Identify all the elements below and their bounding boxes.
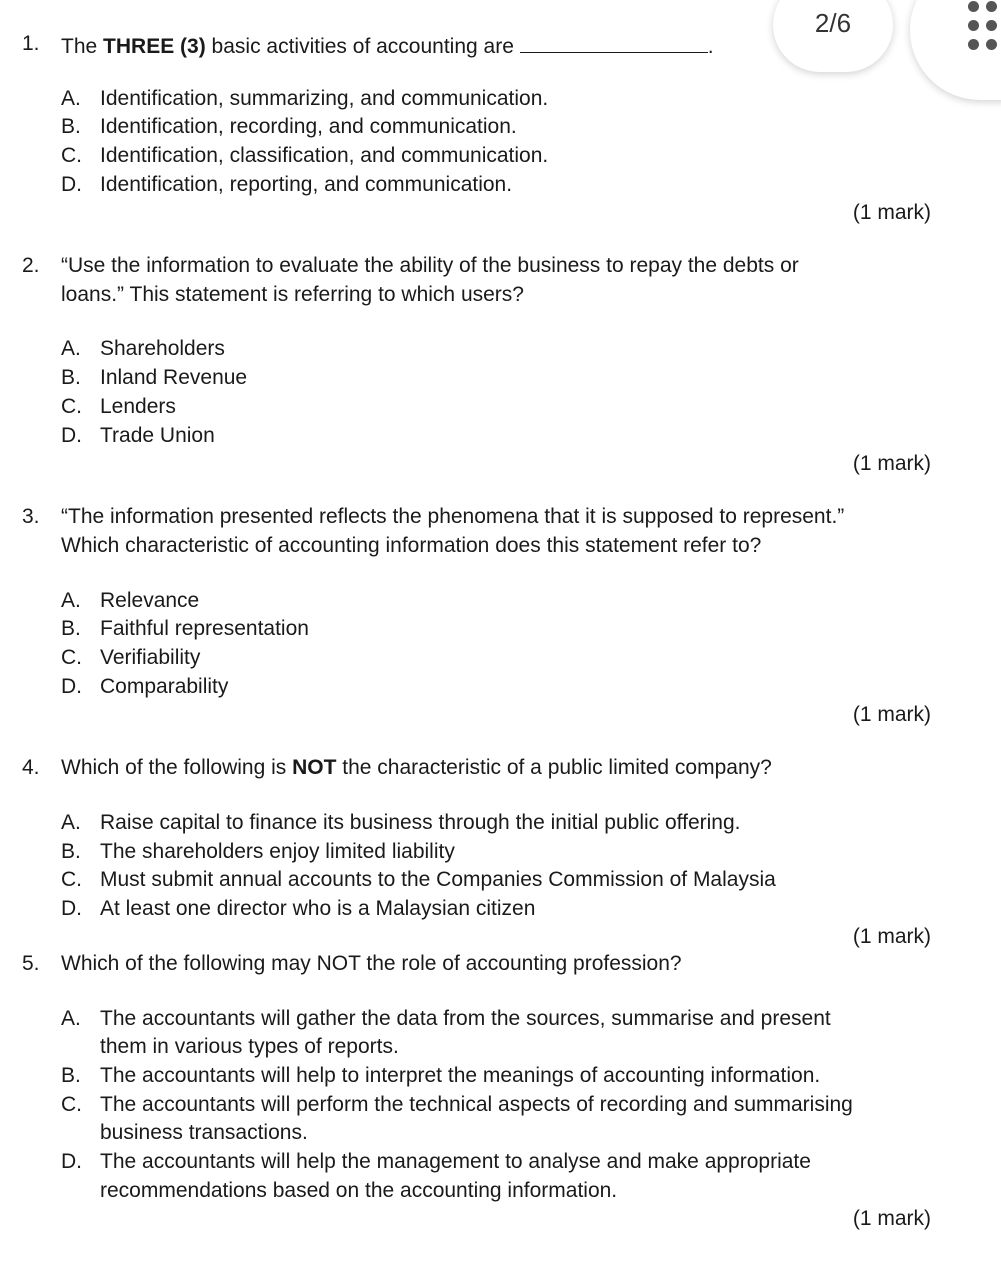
page-indicator-text: 2/6	[814, 8, 852, 38]
option-letter: B.	[61, 840, 81, 863]
option-text: Identification, classification, and communication.	[100, 144, 549, 167]
option-letter: A.	[61, 589, 81, 612]
option-letter: C.	[61, 144, 82, 167]
option-text: Comparability	[100, 675, 229, 698]
option-text: The accountants will gather the data from the sources, summarise and present	[100, 1007, 831, 1030]
option-text: The accountants will help the management to analyse and make appropriate	[100, 1150, 811, 1173]
option-text: Faithful representation	[100, 617, 309, 640]
mark-label: (1 mark)	[852, 201, 931, 224]
option-letter: C.	[61, 868, 82, 891]
option-letter: A.	[61, 811, 81, 834]
question-number: 4.	[22, 756, 40, 779]
option-letter: A.	[61, 87, 81, 110]
menu-dot-icon	[968, 1, 979, 12]
question-stem: Which of the following may NOT the role of accounting profession?	[61, 952, 682, 975]
mark-label: (1 mark)	[852, 452, 931, 475]
option-letter: C.	[61, 646, 82, 669]
menu-dot-icon	[968, 20, 979, 31]
option-letter: B.	[61, 366, 81, 389]
answer-blank	[520, 30, 708, 53]
option-text: recommendations based on the accounting information.	[100, 1179, 618, 1202]
option-text: Relevance	[100, 589, 200, 612]
option-letter: D.	[61, 424, 82, 447]
option-text: Identification, recording, and communication.	[100, 115, 517, 138]
option-letter: D.	[61, 173, 82, 196]
question-number: 3.	[22, 505, 40, 528]
option-text: Must submit annual accounts to the Companies Commission of Malaysia	[100, 868, 776, 891]
more-options-button[interactable]	[910, 0, 1001, 100]
menu-dot-icon	[986, 1, 997, 12]
question-stem-line: loans.” This statement is referring to which users?	[61, 283, 524, 306]
menu-dot-icon	[986, 39, 997, 50]
option-letter: A.	[61, 337, 81, 360]
option-text: Verifiability	[100, 646, 201, 669]
option-text: The accountants will perform the technical aspects of recording and summarising	[100, 1093, 853, 1116]
question-stem-line: “The information presented reflects the phenomena that it is supposed to represent.”	[61, 505, 845, 528]
question-stem: Which of the following is NOT the characteristic of a public limited company?	[61, 756, 772, 779]
menu-dot-icon	[968, 39, 979, 50]
option-letter: A.	[61, 1007, 81, 1030]
question-stem-line: Which characteristic of accounting information does this statement refer to?	[61, 534, 762, 557]
option-letter: C.	[61, 395, 82, 418]
option-text: Inland Revenue	[100, 366, 248, 389]
menu-dot-icon	[986, 20, 997, 31]
option-text: Identification, reporting, and communication.	[100, 173, 513, 196]
option-text: At least one director who is a Malaysian citizen	[100, 897, 536, 920]
option-letter: B.	[61, 1064, 81, 1087]
option-text: Identification, summarizing, and communication.	[100, 87, 549, 110]
option-letter: D.	[61, 897, 82, 920]
option-letter: C.	[61, 1093, 82, 1116]
question-number: 2.	[22, 254, 40, 277]
mark-label: (1 mark)	[852, 925, 931, 948]
option-text: Raise capital to finance its business through the initial public offering.	[100, 811, 741, 834]
option-text: The shareholders enjoy limited liability	[100, 840, 455, 863]
option-letter: B.	[61, 115, 81, 138]
mark-label: (1 mark)	[852, 703, 931, 726]
option-text: The accountants will help to interpret the meanings of accounting information.	[100, 1064, 821, 1087]
option-text: them in various types of reports.	[100, 1035, 399, 1058]
option-text: business transactions.	[100, 1121, 308, 1144]
question-number: 1.	[22, 32, 40, 55]
question-stem-line: “Use the information to evaluate the ability of the business to repay the debts or	[61, 254, 799, 277]
mark-label: (1 mark)	[852, 1207, 931, 1230]
option-letter: D.	[61, 1150, 82, 1173]
question-stem: The THREE (3) basic activities of accounting are .	[61, 30, 714, 61]
option-text: Shareholders	[100, 337, 225, 360]
option-text: Lenders	[100, 395, 176, 418]
option-text: Trade Union	[100, 424, 215, 447]
option-letter: B.	[61, 617, 81, 640]
page-indicator	[773, 0, 893, 72]
option-letter: D.	[61, 675, 82, 698]
question-number: 5.	[22, 952, 40, 975]
